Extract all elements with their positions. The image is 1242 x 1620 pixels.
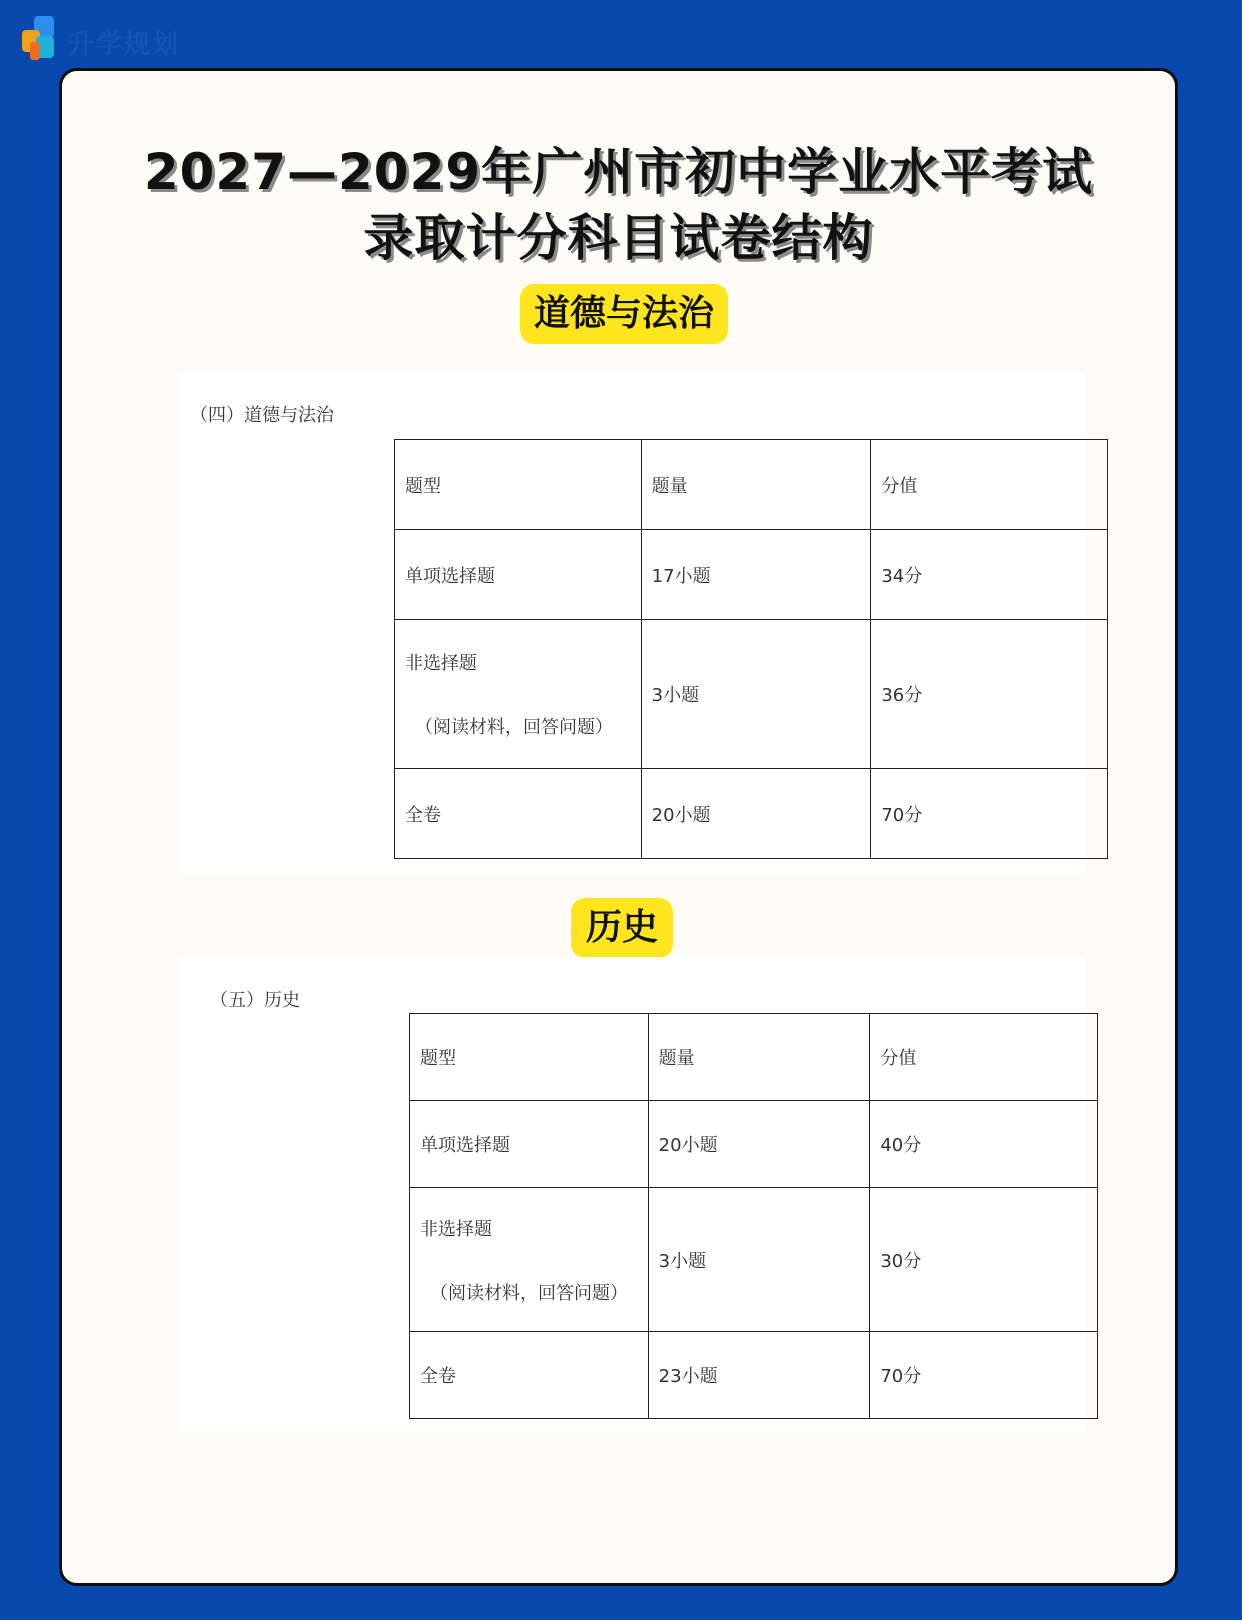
cell-type: [395, 620, 642, 769]
table-header-row: [410, 1014, 1098, 1101]
cell-score: 40分: [870, 1101, 1098, 1188]
table-row: [410, 1101, 1098, 1188]
cell-type-note: （阅读材料，回答问题）: [415, 717, 613, 738]
table-row: [395, 620, 1108, 769]
header-cell-type: 题型: [410, 1014, 649, 1101]
cell-type: 全卷: [395, 769, 642, 859]
header-cell-score: 分值: [870, 1014, 1098, 1101]
score-table: [409, 1013, 1098, 1419]
cell-count: 20小题: [648, 1101, 870, 1188]
brand-logo: [20, 14, 200, 64]
brand-logo-icon: [20, 16, 60, 62]
header-cell-count: 题量: [641, 440, 871, 530]
subject-badge-history: 历史: [571, 898, 673, 958]
subject-panel-morality-law: [177, 373, 1085, 873]
subject-panel-history: [177, 957, 1085, 1432]
cell-score: 30分: [870, 1188, 1098, 1332]
cell-type-note: （阅读材料，回答问题）: [430, 1282, 628, 1304]
cell-type: 单项选择题: [395, 530, 642, 620]
score-table: [394, 439, 1108, 859]
section-label: （五）历史: [210, 990, 300, 1011]
cell-count: 17小题: [641, 530, 871, 620]
cell-type: 全卷: [410, 1332, 649, 1419]
cell-score: 70分: [870, 1332, 1098, 1419]
cell-count: 23小题: [648, 1332, 870, 1419]
table-row: [395, 769, 1108, 859]
header-cell-count: 题量: [648, 1014, 870, 1101]
cell-type: [410, 1188, 649, 1332]
cell-type: 单项选择题: [410, 1101, 649, 1188]
table-row: [410, 1188, 1098, 1332]
content-card: [59, 68, 1178, 1586]
table-row: [410, 1332, 1098, 1419]
cell-type-main: 非选择题: [420, 1218, 492, 1240]
header-cell-score: 分值: [871, 440, 1108, 530]
page-title-line-1: 2027—2029年广州市初中学业水平考试: [143, 143, 1094, 201]
cell-count: 3小题: [641, 620, 871, 769]
cell-score: 70分: [871, 769, 1108, 859]
table-header-row: [395, 440, 1108, 530]
cell-count: 3小题: [648, 1188, 870, 1332]
table-row: [395, 530, 1108, 620]
brand-logo-text: 升学规划: [68, 30, 181, 60]
cell-type-main: 非选择题: [405, 653, 477, 674]
cell-score: 34分: [871, 530, 1108, 620]
subject-badge-morality-law: 道德与法治: [520, 284, 728, 344]
cell-count: 20小题: [641, 769, 871, 859]
section-label: （四）道德与法治: [190, 405, 334, 426]
cell-score: 36分: [871, 620, 1108, 769]
page-title-line-2: 录取计分科目试卷结构: [363, 209, 874, 267]
page-title: [62, 139, 1175, 271]
header-cell-type: 题型: [395, 440, 642, 530]
